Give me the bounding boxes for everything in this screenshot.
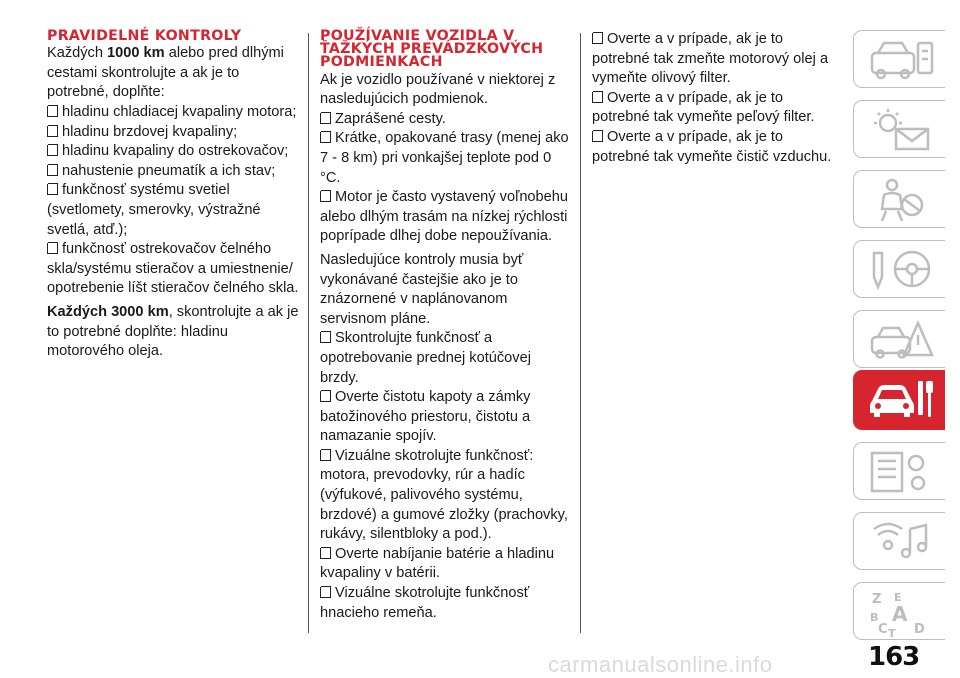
list-item: Motor je často vystavený voľnobehu alebo dlhým trasám na nízkej rýchlosti poprípade dlhej dobe nepoužívania. — [320, 189, 569, 245]
index-letter: Z — [872, 592, 882, 607]
technical-data-icon — [868, 449, 936, 495]
bullet-icon — [47, 144, 58, 156]
list-item: hladinu brzdovej kvapaliny; — [47, 123, 299, 143]
list-item: funkčnosť ostrekovačov čelného skla/systému stieračov a umiestnenie/ opotrebenie líšt stieračov čelného skla. — [47, 241, 299, 297]
bullet-icon — [320, 331, 331, 343]
bullet-icon — [47, 105, 58, 117]
paragraph: Každých 3000 km, skontrolujte a ak je to potrebné doplňte: hladinu motorového oleja. — [47, 303, 299, 360]
list-item: Zaprášené cesty. — [320, 110, 572, 130]
tab-car-info[interactable] — [853, 30, 945, 88]
index-letter: E — [894, 591, 902, 604]
tab-emergency[interactable] — [853, 310, 945, 368]
bullet-icon — [47, 183, 58, 195]
list-item: Skontrolujte funkčnosť a opotrebovanie prednej kotúčovej brzdy. — [320, 330, 531, 386]
intro-paragraph: Každých 1000 km alebo pred dlhými cestami skontrolujte a ak je to potrebné, doplňte: — [47, 45, 284, 101]
index-letter: D — [914, 622, 925, 637]
list-item: Vizuálne skotrolujte funkčnosť: motora, prevodovky, rúr a hadíc (výfukové, palivového systému, brzdové) a gumové zložky (prachovky, rukávy, silentbloky a pod.). — [320, 447, 568, 543]
list-item: funkčnosť systému svetiel (svetlomety, smerovky, výstražné svetlá, atď.); — [47, 182, 261, 238]
bullet-icon — [320, 112, 331, 124]
bullet-icon — [320, 547, 331, 559]
bullet-icon — [592, 130, 603, 142]
list-item: hladinu kvapaliny do ostrekovačov; — [47, 142, 299, 162]
tab-starting-driving[interactable] — [853, 240, 945, 298]
index-letter: C — [878, 622, 888, 637]
tab-multimedia[interactable] — [853, 512, 945, 570]
safety-icon — [868, 177, 936, 223]
watermark: carmanualsonline.info — [548, 652, 773, 677]
list-item: Overte nabíjanie batérie a hladinu kvapaliny v batérii. — [320, 545, 555, 582]
bullet-icon — [47, 242, 58, 254]
car-info-icon — [868, 37, 936, 83]
list-item: Overte a v prípade, ak je to potrebné tak zmeňte motorový olej a vymeňte olivový filter. — [592, 31, 829, 87]
index-letter: B — [870, 611, 879, 624]
list-item: Overte a v prípade, ak je to potrebné tak vymeňte peľový filter. — [592, 89, 815, 126]
paragraph: Nasledujúce kontroly musia byť vykonávané častejšie ako je to znázornené v naplánovanom servisnom pláne. — [320, 251, 524, 327]
emergency-icon — [868, 317, 936, 363]
bullet-icon — [320, 449, 331, 461]
page-number: 163 — [868, 642, 920, 672]
section-heading: POUŽÍVANIE VOZIDLA V ŤAŽKÝCH PREVÁDZKOVÝCH PODMIENKACH — [320, 28, 544, 71]
bullet-icon — [320, 586, 331, 598]
list-item: nahustenie pneumatík a ich stav; — [47, 162, 299, 182]
column-3 — [592, 30, 842, 167]
column-1 — [47, 30, 299, 366]
bullet-icon — [320, 390, 331, 402]
tab-warning-lights[interactable] — [853, 100, 945, 158]
bullet-icon — [320, 131, 331, 143]
list-item: Krátke, opakované trasy (menej ako 7 - 8 km) pri vonkajšej teplote pod 0 °C. — [320, 130, 569, 186]
tab-safety[interactable] — [853, 170, 945, 228]
bullet-icon — [592, 91, 603, 103]
intro-paragraph: Ak je vozidlo používané v niektorej z nasledujúcich podmienok. — [320, 71, 556, 108]
bullet-icon — [592, 32, 603, 44]
bullet-icon — [320, 190, 331, 202]
starting-driving-icon — [868, 247, 936, 293]
multimedia-icon — [868, 519, 936, 565]
column-2 — [320, 30, 572, 623]
maintenance-icon — [868, 377, 936, 425]
column-divider — [580, 33, 581, 633]
index-letter: A — [892, 602, 908, 626]
index-letter: T — [888, 627, 896, 637]
bullet-icon — [47, 164, 58, 176]
tab-technical-data[interactable] — [853, 442, 945, 500]
bullet-icon — [47, 125, 58, 137]
list-item: hladinu chladiacej kvapaliny motora; — [47, 103, 299, 123]
list-item: Overte čistotu kapoty a zámky batožinového priestoru, čistotu a namazanie spojív. — [320, 389, 531, 445]
section-heading: PRAVIDELNÉ KONTROLY — [47, 28, 242, 44]
tab-index[interactable] — [853, 582, 945, 640]
tab-maintenance[interactable] — [853, 370, 945, 430]
list-item: Overte a v prípade, ak je to potrebné tak vymeňte čistič vzduchu. — [592, 128, 832, 165]
warning-lights-icon — [868, 107, 936, 153]
column-divider — [308, 33, 309, 633]
list-item: Vizuálne skotrolujte funkčnosť hnacieho remeňa. — [320, 585, 530, 621]
index-icon — [868, 589, 936, 637]
